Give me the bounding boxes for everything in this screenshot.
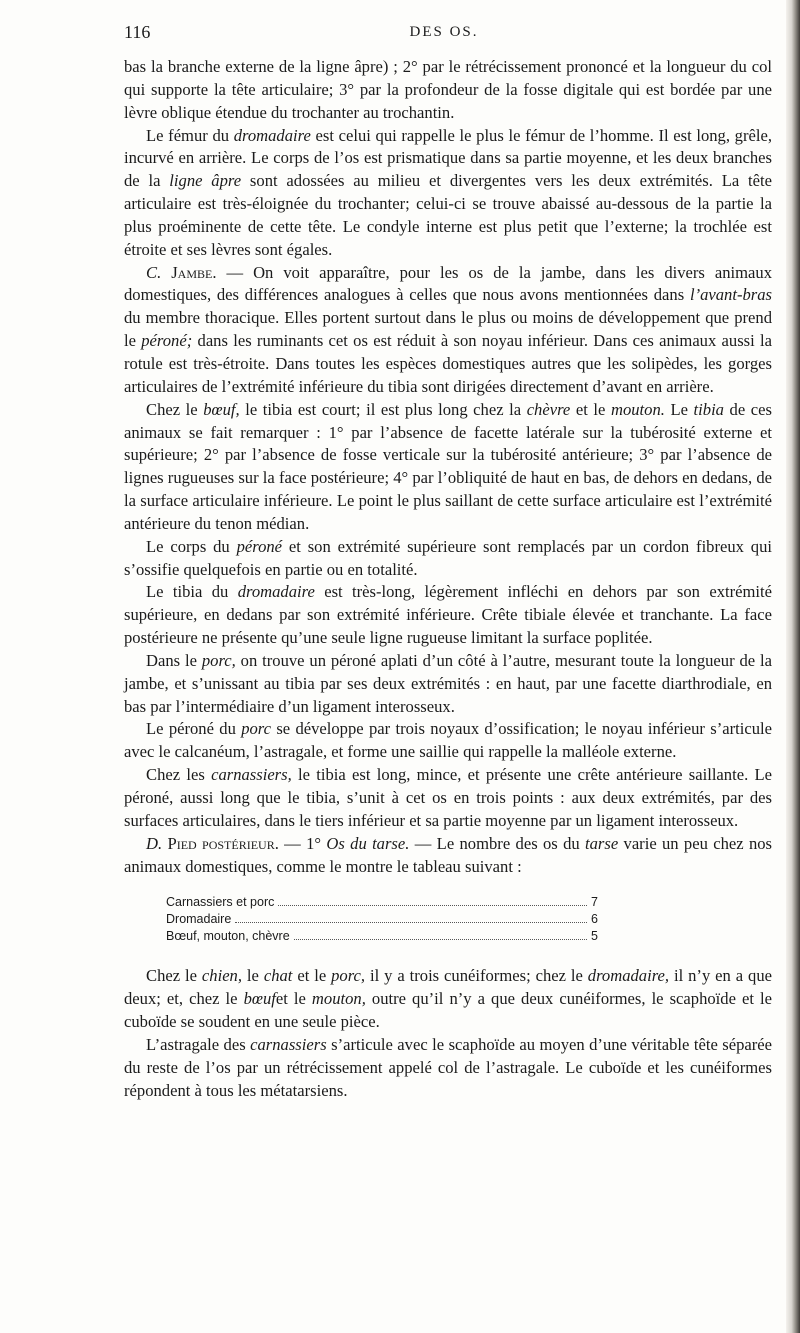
text-run: Chez le — [146, 399, 204, 419]
section-heading: Pied postérieur. — [167, 833, 279, 853]
leader-dots — [278, 894, 587, 906]
paragraph — [124, 833, 772, 879]
paragraph — [124, 581, 772, 650]
leader-dots — [294, 928, 587, 940]
paragraph — [124, 262, 772, 399]
text-run: et le — [292, 966, 332, 986]
text-run: Le corps du — [146, 536, 237, 556]
text-run: outre qu’il n’y a que deux cunéiformes, le scaphoïde et le cuboïde se soudent en une seule pièce. — [124, 989, 773, 1032]
italic-text: dromadaire, — [587, 966, 670, 986]
italic-text: C. — [146, 262, 172, 282]
page-edge-shadow — [786, 0, 800, 1333]
italic-text: dromadaire — [233, 125, 311, 145]
text-run: Le péroné du — [146, 719, 242, 739]
text-run: varie un peu chez nos animaux domestiques, comme le montre le tableau suivant : — [124, 833, 773, 876]
text-run: Dans le — [146, 650, 202, 670]
text-run: — 1° — [278, 833, 327, 853]
italic-text: chat — [263, 966, 293, 986]
italic-text: dromadaire — [237, 582, 315, 602]
text-run: sont adossées au milieu et divergentes vers les deux extrémités. La tête articulaire est très-éloignée du trochanter; celui-ci se trouve abaissé au-dessous de la partie la plus proéminente de cette tête. Le condyle interne est plus petit que l’externe; la trochlée est étroite et ses lèvres sont égales. — [124, 171, 772, 259]
table-cell-animal: Carnassiers et porc — [166, 895, 275, 910]
italic-text: bœuf, — [203, 399, 240, 419]
text-run: et le — [570, 399, 611, 419]
italic-text: tibia — [693, 399, 724, 419]
italic-text: Os du tarse. — [326, 833, 410, 853]
page-number: 116 — [124, 22, 151, 42]
text-run: le — [242, 966, 264, 986]
table-cell-animal: Bœuf, mouton, chèvre — [166, 929, 290, 944]
paragraph — [124, 536, 772, 582]
paragraph — [124, 1034, 772, 1103]
italic-text: tarse — [585, 833, 619, 853]
page-header — [124, 22, 764, 48]
text-run: de ces animaux se fait remarquer : 1° par l’absence de facette latérale sur la tubérosité externe et supérieure; 2° par l’absence de fosse verticale sur la tubérosité antérieure; 3° par l’absence de lignes rugueuses sur la face postérieure; 4° par l’obliquité de haut en bas, de dehors en dedans, de la surface articulaire inférieure. Le point le plus saillant de cette surface articulaire est l’extrémité antérieure du tenon médian. — [124, 399, 772, 533]
table-row — [166, 911, 598, 928]
italic-text: bœuf — [243, 989, 276, 1009]
text-run: se développe par trois noyaux d’ossification; le noyau inférieur s’articule avec le calcanéum, l’astragale, et forme une saillie qui rappelle la malléole externe. — [124, 719, 773, 762]
paragraph — [124, 718, 772, 764]
text-run: du membre thoracique. Elles portent surtout dans le plus ou moins de développement que prend le — [124, 308, 772, 351]
table-cell-animal: Dromadaire — [166, 912, 232, 927]
text-run: Le tibia du — [146, 582, 238, 602]
paragraph — [124, 764, 772, 833]
table-cell-count: 6 — [591, 912, 598, 927]
italic-text: D. — [146, 833, 168, 853]
italic-text: ligne âpre — [169, 171, 242, 191]
text-run: dans les ruminants cet os est réduit à son noyau inférieur. Dans ces animaux aussi la rotule est très-étroite. Dans toutes les espèces domestiques autres que les solipèdes, les gorges articulaires de l’extrémité inférieure du tibia sont dirigées directement d’avant en arrière. — [124, 331, 772, 396]
text-run: Chez le — [146, 966, 202, 986]
italic-text: l’avant-bras — [689, 285, 772, 305]
text-run: on trouve un péroné aplati d’un côté à l’autre, mesurant toute la longueur de la jambe, et s’unissant au tibia par ses deux extrémités : en haut, par une facette diarthrodiale, en bas par l’intermédiaire d’un ligament interosseux. — [124, 650, 772, 716]
italic-text: chien, — [201, 966, 243, 986]
text-run: — Le nombre des os du — [409, 833, 585, 853]
italic-text: carnassiers, — [211, 765, 292, 785]
text-run: L’astragale des — [146, 1034, 251, 1054]
text-run: et son extrémité supérieure sont remplacés par un cordon fibreux qui s’ossifie quelquefois en partie ou en totalité. — [124, 536, 773, 579]
italic-text: péroné — [236, 536, 283, 556]
italic-text: porc, — [201, 650, 236, 670]
text-run: il y a trois cunéiformes; chez le — [365, 966, 588, 986]
italic-text: mouton, — [311, 989, 366, 1009]
paragraph — [124, 650, 772, 719]
italic-text: chèvre — [526, 399, 571, 419]
paragraph: bas la branche externe de la ligne âpre) ; 2° par le rétrécissement prononcé et la longueur du col qui supporte la tête articulaire; 3° par la profondeur de la fosse digitale qui est bordée par une lèvre oblique étendue du trochanter au trochantin. — [124, 57, 772, 122]
table-cell-count: 5 — [591, 929, 598, 944]
table-cell-count: 7 — [591, 895, 598, 910]
text-run: il n’y en a que deux; et, chez le — [124, 966, 772, 1009]
running-head: DES OS. — [409, 24, 479, 40]
body-text — [124, 56, 772, 1102]
italic-text: péroné; — [141, 331, 193, 351]
tarse-table — [166, 894, 598, 945]
text-run: le tibia est long, mince, et présente une crête antérieure saillante. Le péroné, aussi long que le tibia, s’unit à cet os en trois points : aux deux extrémités, par des surfaces articulaires, dans le tiers inférieur et sa partie moyenne par un ligament interosseux. — [124, 765, 772, 830]
text-run: le tibia est court; il est plus long chez la — [239, 399, 527, 419]
text-run: Le fémur du — [146, 125, 234, 145]
leader-dots — [235, 911, 587, 923]
italic-text: carnassiers — [250, 1034, 327, 1054]
section-heading: Jambe. — [171, 262, 217, 282]
italic-text: porc, — [331, 966, 366, 986]
paragraph — [124, 125, 772, 262]
table-row — [166, 894, 598, 911]
table-row — [166, 928, 598, 945]
paragraph — [124, 399, 772, 536]
paragraph — [124, 965, 772, 1034]
text-run: est très-long, légèrement infléchi en dehors par son extrémité supérieure, en dedans par son extrémité inférieure. Crête tibiale élevée et tranchante. La face postérieure ne présente qu’une seule ligne rugueuse limitant la surface poplitée. — [124, 582, 772, 648]
text-run: Chez les — [146, 765, 212, 785]
text-run: — On voit apparaître, pour les os de la jambe, dans les divers animaux domestiques, des différences analogues à celles que nous avons mentionnées dans — [124, 262, 772, 305]
text-run: est celui qui rappelle le plus le fémur de l’homme. Il est long, grêle, incurvé en arrière. Le corps de l’os est prismatique dans sa partie moyenne, et les deux branches de la — [124, 125, 772, 191]
text-run: s’articule avec le scaphoïde au moyen d’une véritable tête séparée du reste de l’os par un rétrécissement appelé col de l’astragale. Le cuboïde et les cunéiformes répondent à tous les métatarsiens. — [124, 1034, 772, 1100]
italic-text: porc — [241, 719, 271, 739]
text-run: et le — [275, 989, 312, 1009]
italic-text: mouton. — [610, 399, 665, 419]
text-run: Le — [664, 399, 694, 419]
